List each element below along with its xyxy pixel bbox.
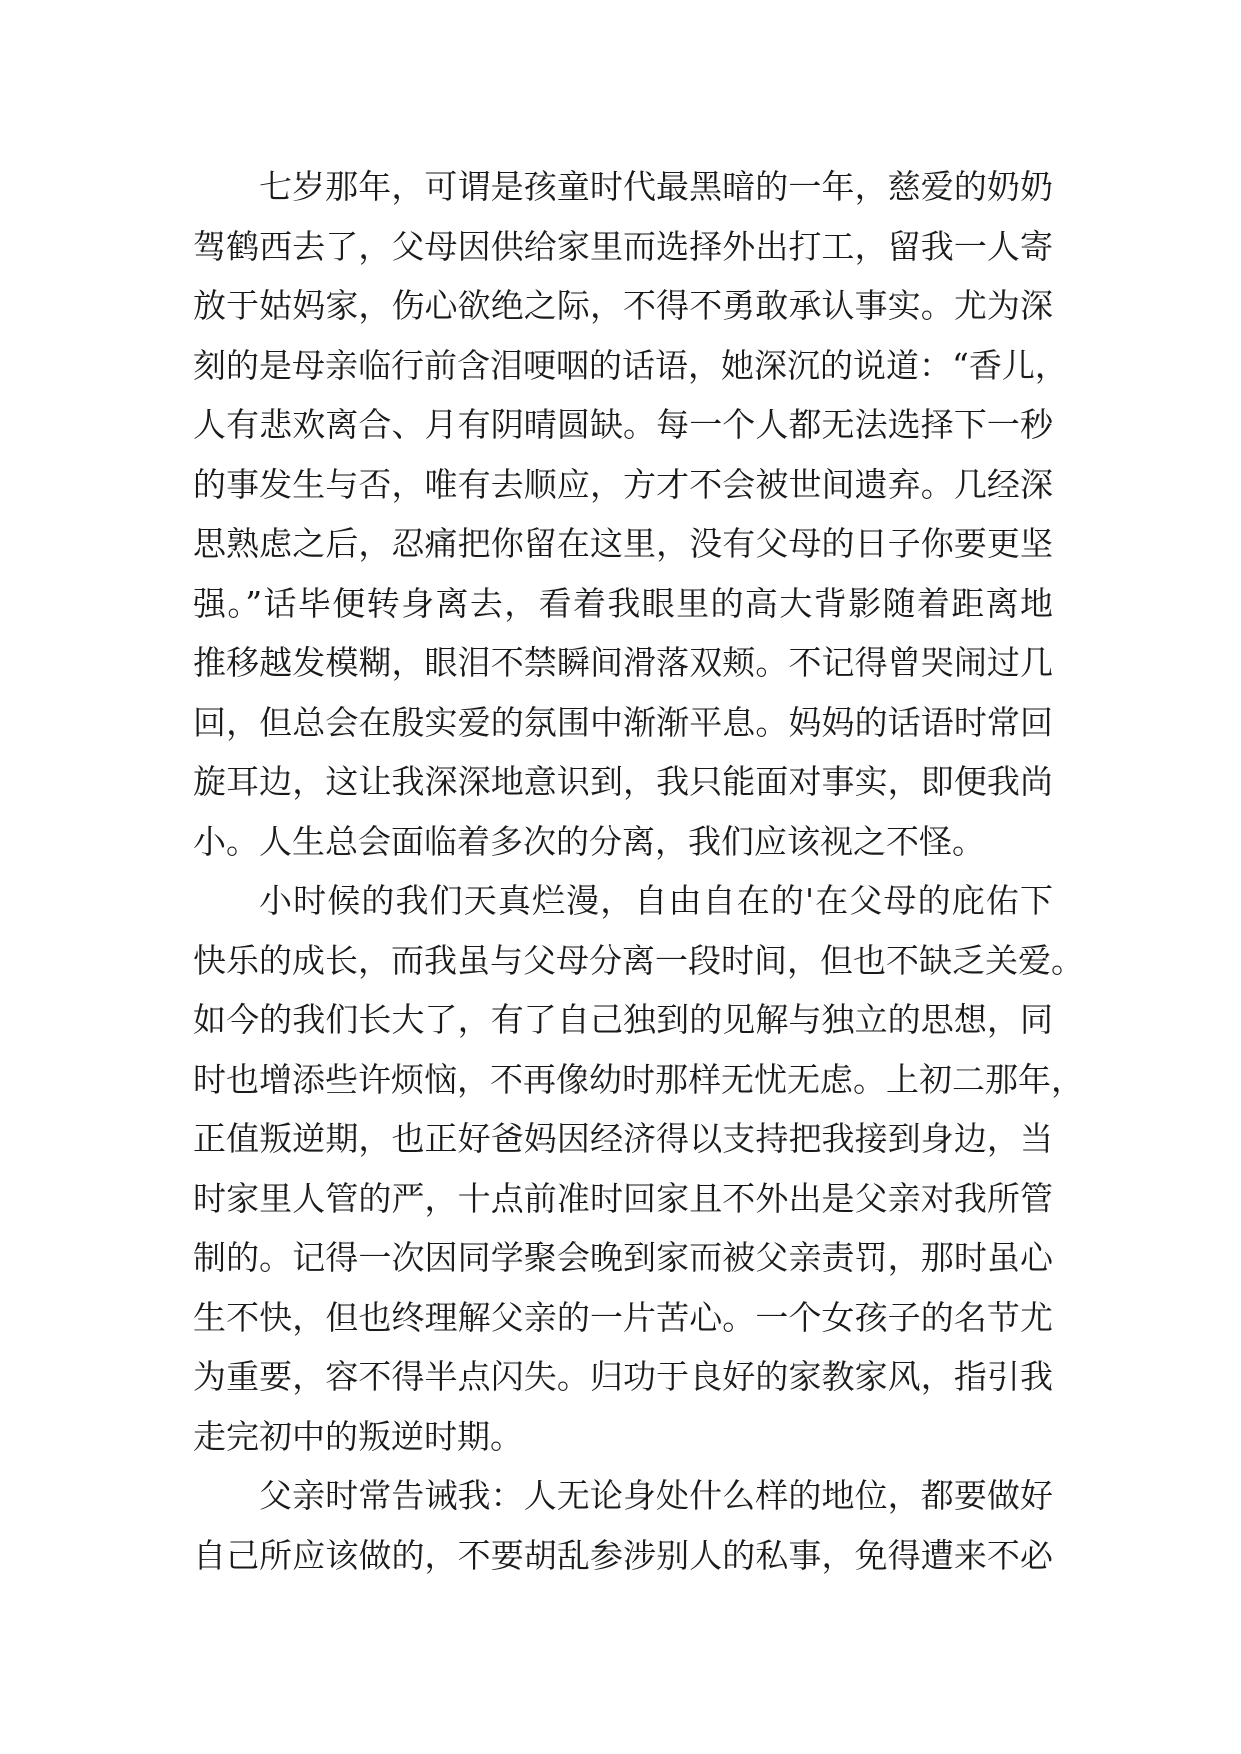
text-line: 为重要，容不得半点闪失。归功于良好的家教家风，指引我 bbox=[193, 1357, 1053, 1396]
text-line: 时家里人管的严，十点前准时回家且不外出是父亲对我所管 bbox=[193, 1178, 1053, 1218]
text-line: 思熟虑之后，忍痛把你留在这里，没有父母的日子你要更坚 bbox=[193, 524, 1053, 563]
text-line: 人有悲欢离合、月有阴晴圆缺。每一个人都无法选择下一秒 bbox=[193, 405, 1053, 444]
text-line: 推移越发模糊，眼泪不禁瞬间滑落双颊。不记得曾哭闹过几 bbox=[193, 643, 1053, 682]
text-line: 驾鹤西去了，父母因供给家里而选择外出打工，留我一人寄 bbox=[193, 226, 1053, 266]
text-line: 旋耳边，这让我深深地意识到，我只能面对事实，即便我尚 bbox=[193, 762, 1053, 801]
text-line: 回，但总会在殷实爱的氛围中渐渐平息。妈妈的话语时常回 bbox=[193, 702, 1053, 742]
text-line: 刻的是母亲临行前含泪哽咽的话语，她深沉的说道：“香儿， bbox=[193, 345, 1068, 385]
text-line: 放于姑妈家，伤心欲绝之际，不得不勇敢承认事实。尤为深 bbox=[193, 286, 1053, 325]
text-line: 小。人生总会面临着多次的分离，我们应该视之不怪。 bbox=[193, 821, 985, 861]
text-line: 自己所应该做的，不要胡乱参涉别人的私事，免得遭来不必 bbox=[193, 1535, 1053, 1575]
text-line: 的事发生与否，唯有去顺应，方才不会被世间遗弃。几经深 bbox=[193, 464, 1053, 504]
text-line: 如今的我们长大了，有了自己独到的见解与独立的思想，同 bbox=[193, 1000, 1053, 1039]
text-line: 走完初中的叛逆时期。 bbox=[193, 1416, 523, 1456]
text-line: 快乐的成长，而我虽与父母分离一段时间，但也不缺乏关爱。 bbox=[193, 940, 1084, 980]
text-line: 强。”话毕便转身离去，看着我眼里的高大背影随着距离地 bbox=[193, 583, 1053, 623]
text-line: 生不快，但也终理解父亲的一片苦心。一个女孩子的名节尤 bbox=[193, 1297, 1053, 1337]
body-text bbox=[193, 157, 1084, 1585]
text-line: 正值叛逆期，也正好爸妈因经济得以支持把我接到身边，当 bbox=[193, 1119, 1053, 1158]
text-line: 小时候的我们天真烂漫，自由自在的'在父母的庇佑下 bbox=[259, 881, 1053, 920]
text-line: 制的。记得一次因同学聚会晚到家而被父亲责罚，那时虽心 bbox=[193, 1238, 1053, 1277]
text-line: 时也增添些许烦恼，不再像幼时那样无忧无虑。上初二那年， bbox=[193, 1059, 1084, 1099]
text-line: 父亲时常告诫我：人无论身处什么样的地位，都要做好 bbox=[259, 1476, 1053, 1515]
text-line: 七岁那年，可谓是孩童时代最黑暗的一年，慈爱的奶奶 bbox=[259, 167, 1053, 206]
